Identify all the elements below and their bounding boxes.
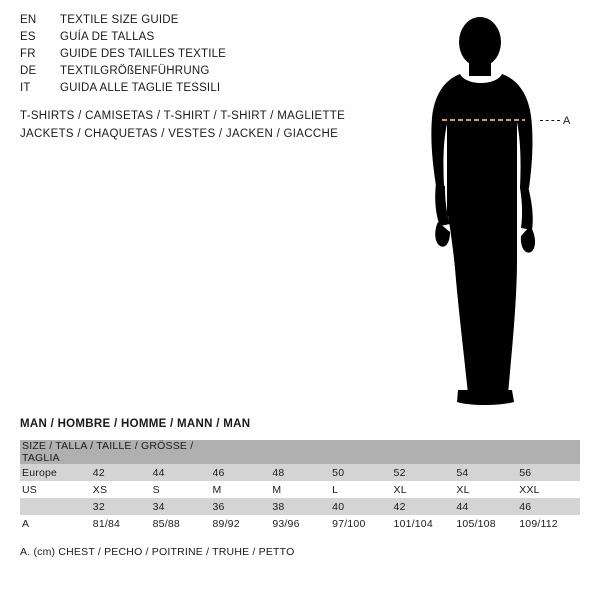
table-header-label: SIZE / TALLA / TAILLE / GRÖSSE / TAGLIA xyxy=(20,440,210,464)
cell: 50 xyxy=(330,464,391,481)
cell: 34 xyxy=(151,498,211,515)
language-code: DE xyxy=(20,65,37,77)
language-row xyxy=(20,31,400,48)
cell: 54 xyxy=(454,464,517,481)
table-row xyxy=(20,481,580,498)
cell: L xyxy=(330,481,391,498)
language-row xyxy=(20,65,400,82)
cell: 36 xyxy=(210,498,270,515)
garment-line-tshirts: T-SHIRTS / CAMISETAS / T-SHIRT / T-SHIRT / MAGLIETTE xyxy=(20,110,346,122)
cell: 32 xyxy=(91,498,151,515)
table-title: MAN / HOMBRE / HOMME / MANN / MAN xyxy=(20,418,251,430)
cell: S xyxy=(151,481,211,498)
cell: 46 xyxy=(210,464,270,481)
cell: M xyxy=(210,481,270,498)
cell: XXL xyxy=(517,481,580,498)
language-text: GUÍA DE TALLAS xyxy=(60,31,155,43)
cell: 105/108 xyxy=(454,515,517,532)
cell: 44 xyxy=(454,498,517,515)
cell: 97/100 xyxy=(330,515,391,532)
cell: 81/84 xyxy=(91,515,151,532)
cell: 42 xyxy=(392,498,455,515)
table-row xyxy=(20,464,580,481)
language-text: GUIDE DES TAILLES TEXTILE xyxy=(60,48,227,60)
measure-label-a: A xyxy=(563,115,571,127)
row-label: A xyxy=(20,515,91,532)
cell: 52 xyxy=(392,464,455,481)
row-label: US xyxy=(20,481,91,498)
language-code: IT xyxy=(20,82,31,94)
cell: 48 xyxy=(270,464,330,481)
cell: 46 xyxy=(517,498,580,515)
man-silhouette-icon xyxy=(400,10,600,410)
cell: 85/88 xyxy=(151,515,211,532)
language-row xyxy=(20,48,400,65)
footnote-chest-measure: A. (cm) CHEST / PECHO / POITRINE / TRUHE / PETTO xyxy=(20,546,295,558)
language-code: EN xyxy=(20,14,37,26)
cell: XL xyxy=(392,481,455,498)
language-text: TEXTILE SIZE GUIDE xyxy=(60,14,179,26)
cell: 56 xyxy=(517,464,580,481)
cell: 38 xyxy=(270,498,330,515)
cell: XL xyxy=(454,481,517,498)
language-row xyxy=(20,82,400,99)
language-text: TEXTILGRÖßENFÜHRUNG xyxy=(60,65,210,77)
cell: XS xyxy=(91,481,151,498)
table-row xyxy=(20,515,580,532)
language-text: GUIDA ALLE TAGLIE TESSILI xyxy=(60,82,221,94)
language-row xyxy=(20,14,400,31)
language-header-block xyxy=(20,14,400,99)
size-table xyxy=(20,440,580,532)
garment-line-jackets: JACKETS / CHAQUETAS / VESTES / JACKEN / GIACCHE xyxy=(20,128,339,140)
cell: 44 xyxy=(151,464,211,481)
table-header-row xyxy=(20,440,580,464)
measure-connector-line xyxy=(540,120,560,121)
cell: 109/112 xyxy=(517,515,580,532)
language-code: FR xyxy=(20,48,36,60)
row-label xyxy=(20,498,91,515)
cell: 40 xyxy=(330,498,391,515)
cell: M xyxy=(270,481,330,498)
figure-illustration xyxy=(400,10,600,410)
table-row xyxy=(20,498,580,515)
garment-type-block xyxy=(20,110,420,146)
cell: 42 xyxy=(91,464,151,481)
cell: 93/96 xyxy=(270,515,330,532)
row-label: Europe xyxy=(20,464,91,481)
cell: 101/104 xyxy=(392,515,455,532)
language-code: ES xyxy=(20,31,36,43)
cell: 89/92 xyxy=(210,515,270,532)
